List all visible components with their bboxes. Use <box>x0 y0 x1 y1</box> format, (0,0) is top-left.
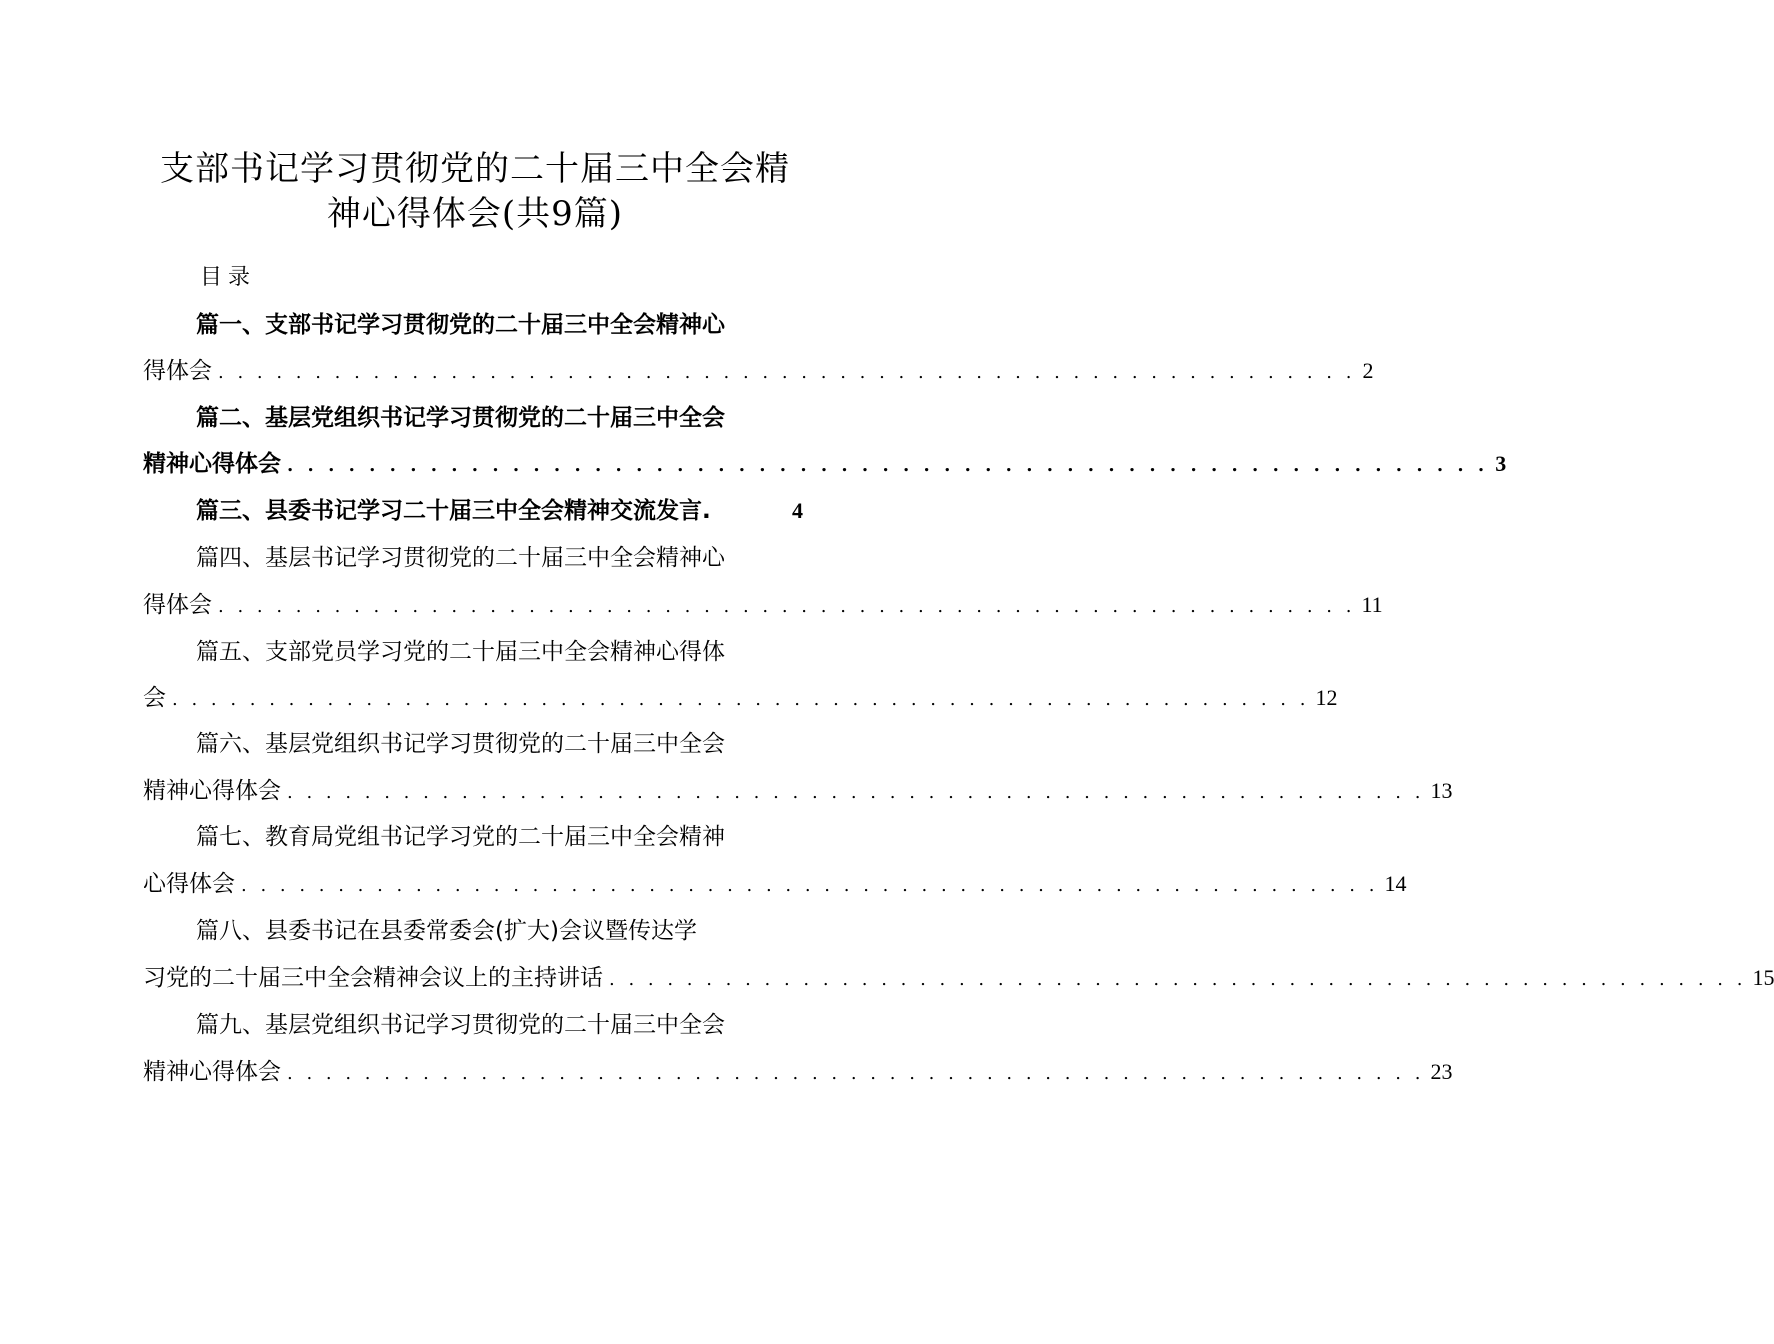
title-line-1: 支部书记学习贯彻党的二十届三中全会精 <box>160 149 790 189</box>
toc-entry-7-row[interactable] <box>143 869 1407 899</box>
toc-entry-1-title-cont: 得体会 <box>143 358 212 384</box>
toc-entry-8-row[interactable] <box>143 963 1774 993</box>
toc-leader-dots: . . . . . . . . . . . . . . . . . . . . . . . . . . . . . . . . . . . . . . . . . . . . . . . . . . . . . . . . . . . <box>218 362 1356 383</box>
toc-entry-1-title[interactable]: 篇一、支部书记学习贯彻党的二十届三中全会精神心 <box>196 312 725 338</box>
toc-entry-5-row[interactable] <box>143 683 1338 713</box>
toc-entry-7-page: 14 <box>1384 871 1407 896</box>
toc-entry-6-title-cont: 精神心得体会 <box>143 778 281 804</box>
title-line-2: 神心得体会(共9篇) <box>326 194 624 234</box>
toc-entry-4-title[interactable]: 篇四、基层书记学习贯彻党的二十届三中全会精神心 <box>196 545 725 571</box>
toc-entry-5-title-cont: 会 <box>143 685 166 711</box>
toc-heading: 目录 <box>200 265 257 290</box>
toc-leader-dots: . . . . . . . . . . . . . . . . . . . . . . . . . . . . . . . . . . . . . . . . . . . . . . . . . . . . . . . . . . . <box>172 689 1310 710</box>
toc-entry-9-title[interactable]: 篇九、基层党组织书记学习贯彻党的二十届三中全会 <box>196 1012 725 1038</box>
toc-entry-1-page: 2 <box>1362 358 1374 383</box>
toc-leader-dots: . . . . . . . . . . . . . . . . . . . . . . . . . . . . . . . . . . . . . . . . . . . . . . . . . . . . . . . . . . . <box>218 596 1356 617</box>
toc-entry-1-row[interactable] <box>143 356 1374 386</box>
toc-entry-9-title-cont: 精神心得体会 <box>143 1059 281 1085</box>
toc-entry-2-title[interactable]: 篇二、基层党组织书记学习贯彻党的二十届三中全会 <box>196 405 725 431</box>
toc-leader-dots: . . . . . . . . . . . . . . . . . . . . . . . . . . . . . . . . . . . . . . . . . . . . . . . . . . . . . . . . . . . <box>287 455 1489 476</box>
toc-entry-3-row[interactable] <box>196 496 803 526</box>
toc-leader-dots: . . . . . . . . . . . . . . . . . . . . . . . . . . . . . . . . . . . . . . . . . . . . . . . . . . . . . . . . . . . <box>287 782 1425 803</box>
toc-entry-8-title-cont: 习党的二十届三中全会精神会议上的主持讲话 <box>143 965 603 991</box>
toc-entry-4-title-cont: 得体会 <box>143 592 212 618</box>
toc-entry-4-row[interactable] <box>143 590 1383 620</box>
toc-entry-9-row[interactable] <box>143 1057 1453 1087</box>
toc-entry-4-page: 11 <box>1361 592 1383 617</box>
toc-leader-dots: . . . . . . . . . . . . . . . . . . . . . . . . . . . . . . . . . . . . . . . . . . . . . . . . . . . . . . . . . . . <box>609 969 1747 990</box>
toc-entry-3-page: 4 <box>792 498 803 523</box>
toc-entry-2-row[interactable] <box>143 449 1507 479</box>
toc-entry-2-page: 3 <box>1495 451 1507 476</box>
toc-entry-2-title-cont: 精神心得体会 <box>143 451 281 477</box>
toc-entry-9-page: 23 <box>1430 1059 1453 1084</box>
toc-entry-7-title-cont: 心得体会 <box>143 871 235 897</box>
toc-entry-8-page: 15 <box>1752 965 1774 990</box>
toc-entry-8-title[interactable]: 篇八、县委书记在县委常委会(扩大)会议暨传达学 <box>196 918 697 944</box>
toc-entry-5-title[interactable]: 篇五、支部党员学习党的二十届三中全会精神心得体 <box>196 639 725 665</box>
toc-entry-5-page: 12 <box>1315 685 1338 710</box>
toc-entry-6-row[interactable] <box>143 776 1453 806</box>
toc-leader-dots: . . . . . . . . . . . . . . . . . . . . . . . . . . . . . . . . . . . . . . . . . . . . . . . . . . . . . . . . . . . <box>241 875 1379 896</box>
toc-entry-3-title: 篇三、县委书记学习二十届三中全会精神交流发言. <box>196 498 711 524</box>
document-title <box>120 147 830 237</box>
toc-entry-6-page: 13 <box>1430 778 1453 803</box>
toc-leader-dots: . . . . . . . . . . . . . . . . . . . . . . . . . . . . . . . . . . . . . . . . . . . . . . . . . . . . . . . . . . . <box>287 1063 1425 1084</box>
toc-entry-7-title[interactable]: 篇七、教育局党组书记学习党的二十届三中全会精神 <box>196 824 725 850</box>
toc-entry-6-title[interactable]: 篇六、基层党组织书记学习贯彻党的二十届三中全会 <box>196 731 725 757</box>
